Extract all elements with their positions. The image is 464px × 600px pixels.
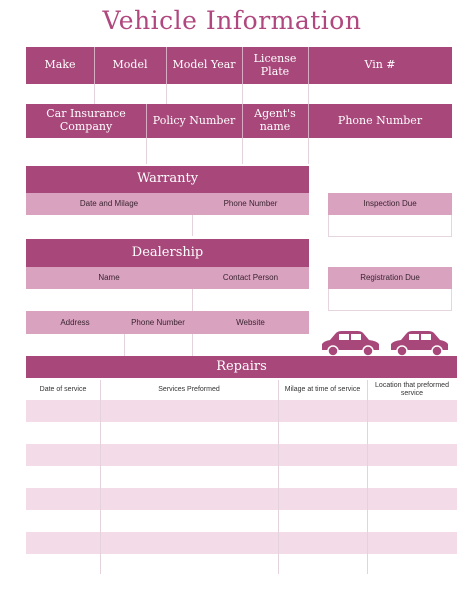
repairs-row[interactable] — [26, 444, 457, 466]
col-model: Model — [112, 58, 148, 72]
dealership-col-contact: Contact Person — [222, 273, 279, 283]
col-make: Make — [44, 58, 76, 72]
col-phone-number: Phone Number — [337, 113, 423, 127]
col-license-plate: License Plate — [253, 51, 297, 78]
inspection-due-input[interactable] — [328, 215, 452, 237]
registration-due-label: Registration Due — [328, 267, 452, 289]
col-insurance-company: Car Insurance Company — [46, 107, 126, 133]
repairs-col-services: Services Preformed — [158, 385, 220, 393]
repairs-row[interactable] — [26, 554, 457, 574]
vehicle-input-row[interactable] — [26, 84, 452, 104]
dealership-col-phone: Phone Number — [131, 317, 185, 327]
repairs-row[interactable] — [26, 400, 457, 422]
dealership-col-website: Website — [236, 317, 265, 327]
dealership-input-row-2[interactable] — [26, 334, 309, 356]
car-icon — [388, 330, 454, 358]
warranty-title: Warranty — [26, 166, 309, 193]
repairs-row[interactable] — [26, 510, 457, 532]
col-agents-name: Agent's name — [254, 107, 296, 133]
repairs-row[interactable] — [26, 488, 457, 510]
warranty-col-date-milage: Date and Milage — [79, 199, 139, 209]
dealership-title: Dealership — [26, 239, 309, 267]
repairs-row[interactable] — [26, 422, 457, 444]
car-icon — [316, 330, 382, 358]
warranty-input-row[interactable] — [26, 215, 309, 236]
repairs-col-date: Date of service — [39, 385, 87, 393]
insurance-input-row[interactable] — [26, 138, 452, 164]
repairs-row[interactable] — [26, 532, 457, 554]
col-policy-number: Policy Number — [152, 113, 236, 127]
dealership-input-row-1[interactable] — [26, 289, 309, 311]
repairs-row[interactable] — [26, 466, 457, 488]
inspection-due-label: Inspection Due — [328, 193, 452, 215]
repairs-col-milage: Milage at time of service — [284, 385, 361, 393]
col-model-year: Model Year — [172, 58, 236, 72]
page-title: Vehicle Information — [102, 6, 362, 35]
dealership-col-name: Name — [98, 273, 120, 283]
registration-due-input[interactable] — [328, 289, 452, 311]
warranty-col-phone: Phone Number — [223, 199, 278, 209]
repairs-col-location: Location that preformed service — [375, 381, 449, 397]
repairs-title: Repairs — [26, 356, 457, 378]
dealership-col-address: Address — [60, 317, 90, 327]
col-vin: Vin # — [364, 58, 396, 72]
